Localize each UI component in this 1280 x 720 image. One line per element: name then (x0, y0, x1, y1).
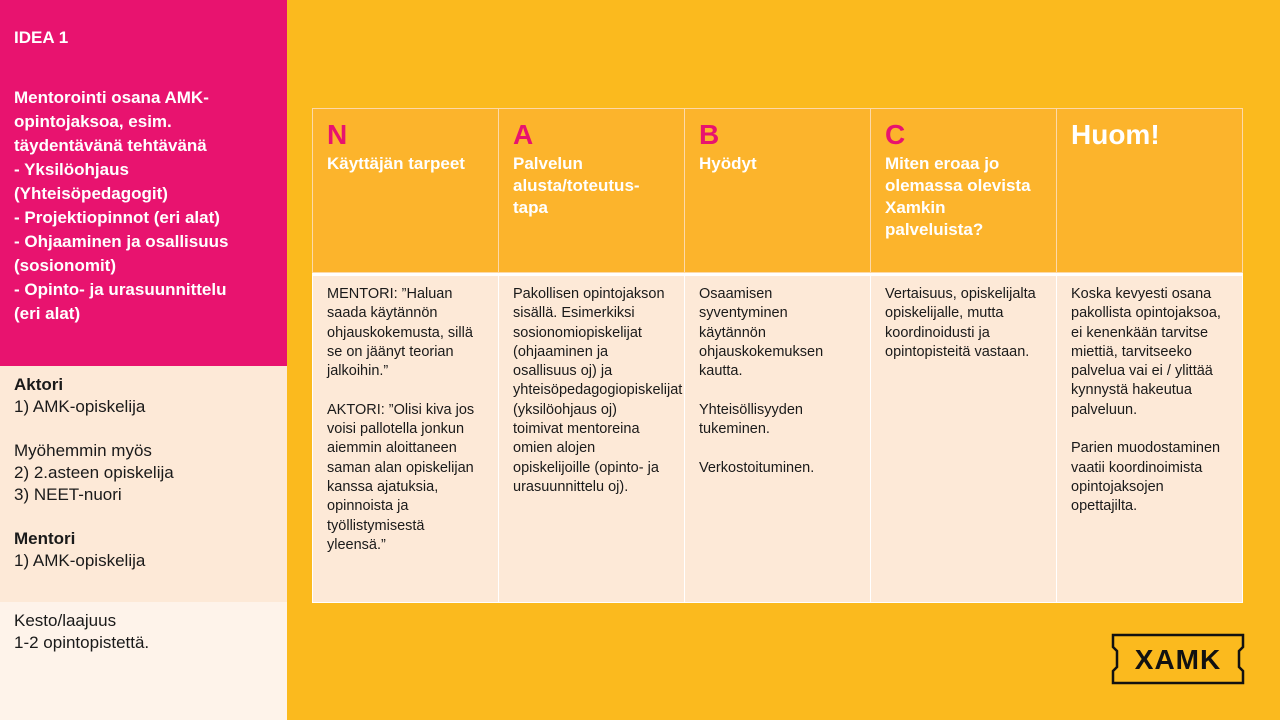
table-cell-benefits (684, 273, 871, 603)
idea-line: - Projektiopinnot (eri alat) (14, 208, 220, 227)
table-body-row (312, 273, 1243, 603)
header-letter: C (885, 119, 906, 150)
idea-line: - Ohjaaminen ja osallisuus (14, 232, 229, 251)
cell-paragraph: Pakollisen opintojakson sisällä. Esimerkiksi sosionomiopiskelijat (ohjaaminen ja osallisuus oj) ja yhteisöpedagogiopiskelijat (yksilöohjaus oj) toimivat mentoreina omien alojen opiskelijoille (opinto- ja urasuunnittelu oj). (513, 286, 683, 495)
header-letter: N (327, 119, 348, 150)
header-letter: B (699, 119, 720, 150)
cell-paragraph: Vertaisuus, opiskelijalta opiskelijalle, mutta koordinoidusti ja opintopisteitä vastaan. (885, 286, 1036, 360)
header-title: Palvelun alusta/toteutus-tapa (513, 154, 640, 217)
header-letter: Huom! (1071, 119, 1160, 150)
idea-line: - Yksilöohjaus (14, 160, 129, 179)
actor-item: 2) 2.asteen opiskelija (14, 463, 174, 482)
header-title: Hyödyt (699, 154, 757, 173)
logo-text: XAMK (1134, 644, 1222, 675)
cell-paragraph: Verkostoituminen. (699, 459, 815, 476)
idea-line: opintojaksoa, esim. (14, 112, 172, 131)
table-cell-approach (498, 273, 685, 603)
nabc-table (312, 108, 1243, 603)
header-title: Käyttäjän tarpeet (327, 154, 465, 173)
header-cell-b (684, 108, 871, 273)
header-title: Miten eroaa jo olemassa olevista Xamkin palveluista? (885, 154, 1031, 239)
duration-panel (0, 602, 287, 720)
table-cell-needs (312, 273, 499, 603)
idea-line: (sosionomit) (14, 256, 116, 275)
cell-paragraph: Parien muodostaminen vaatii koordinoimista opintojaksojen opettajilta. (1071, 440, 1221, 515)
header-cell-c (870, 108, 1057, 273)
idea-line: täydentävänä tehtävänä (14, 136, 207, 155)
idea-description (14, 86, 273, 326)
sidebar (0, 0, 287, 720)
xamk-logo (1111, 633, 1245, 685)
cell-paragraph: Koska kevyesti osana pakollista opintojaksoa, ei kenenkään tarvitse miettiä, tarvitseeko palvelua vai ei / ylittää kynnystä hakeutua palveluun. (1071, 286, 1221, 418)
mentor-item: 1) AMK-opiskelija (14, 551, 146, 570)
duration-value: 1-2 opintopistettä. (14, 633, 150, 652)
idea-line: (Yhteisöpedagogit) (14, 184, 168, 203)
cell-paragraph: MENTORI: ”Haluan saada käytännön ohjauskokemusta, sillä se on jäänyt teorian jalkoihin.” (327, 286, 473, 380)
idea-line: - Opinto- ja urasuunnittelu (14, 280, 227, 299)
mentor-heading: Mentori (14, 529, 76, 548)
idea-title: IDEA 1 (14, 28, 69, 47)
actor-later-label: Myöhemmin myös (14, 441, 152, 460)
header-cell-huom (1056, 108, 1243, 273)
cell-paragraph: Osaamisen syventyminen käytännön ohjauskokemuksen kautta. (699, 286, 824, 380)
table-cell-notes (1056, 273, 1243, 603)
header-letter: A (513, 119, 534, 150)
cell-paragraph: AKTORI: ”Olisi kiva jos voisi pallotella jonkun aiemmin aloittaneen saman alan opiskelijan kanssa ajatuksia, opinnoista ja työllistymisestä yleensä.” (327, 401, 475, 553)
idea-panel (0, 0, 287, 366)
actor-panel (0, 366, 287, 602)
duration-label: Kesto/laajuus (14, 611, 117, 630)
table-cell-competition (870, 273, 1057, 603)
idea-line: (eri alat) (14, 304, 81, 323)
table-header-row (312, 108, 1243, 273)
cell-paragraph: Yhteisöllisyyden tukeminen. (699, 401, 803, 438)
actor-item: 3) NEET-nuori (14, 485, 122, 504)
header-cell-a (498, 108, 685, 273)
header-cell-n (312, 108, 499, 273)
actor-heading: Aktori (14, 375, 64, 394)
idea-line: Mentorointi osana AMK- (14, 88, 209, 107)
actor-item: 1) AMK-opiskelija (14, 397, 146, 416)
